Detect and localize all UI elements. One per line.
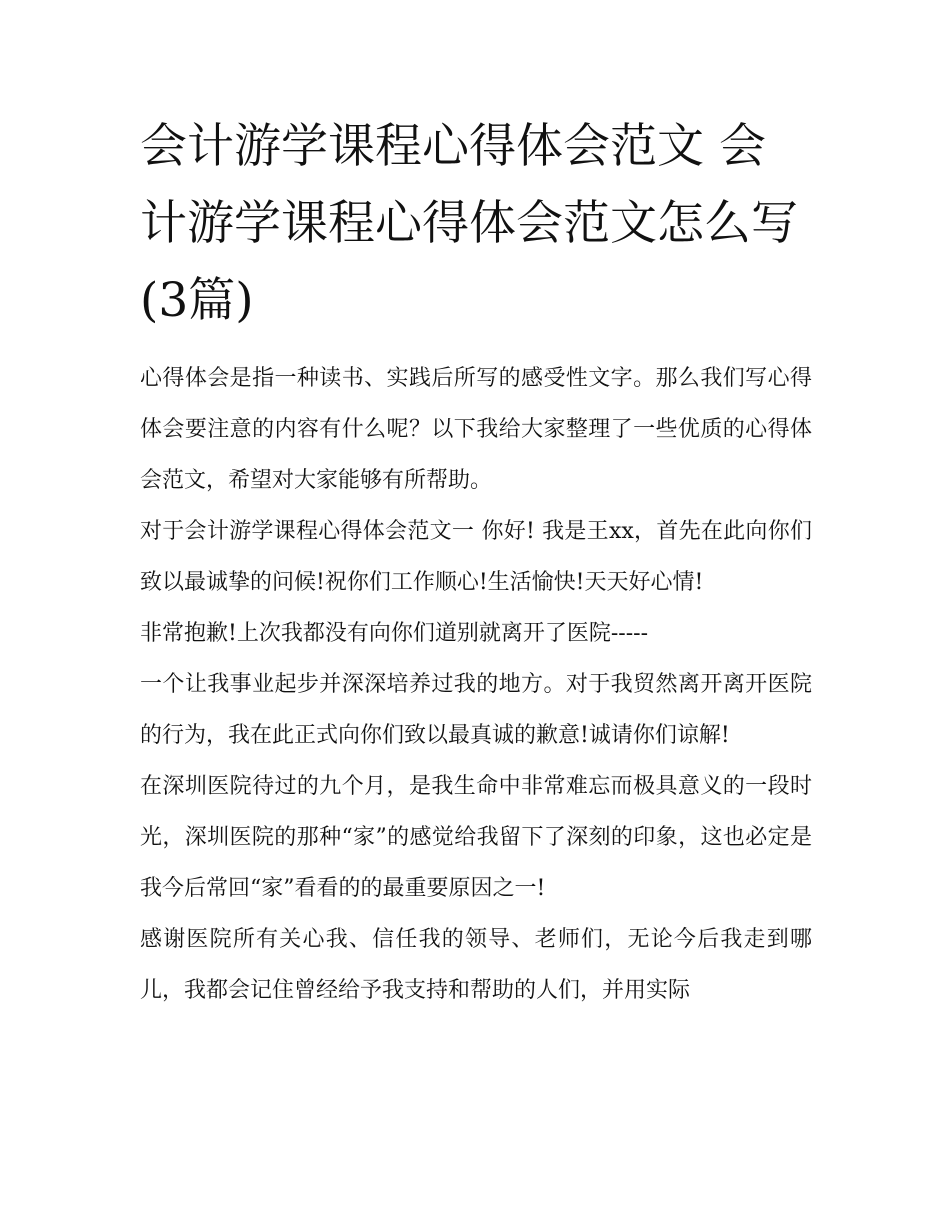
- paragraph-intro: 心得体会是指一种读书、实践后所写的感受性文字。那么我们写心得体会要注意的内容有什么呢？以下我给大家整理了一些优质的心得体会范文，希望对大家能够有所帮助。: [140, 366, 812, 493]
- paragraph-apology: 非常抱歉!上次我都没有向你们道别就离开了医院-----: [140, 621, 649, 646]
- paragraph-greeting: 对于会计游学课程心得体会范文一 你好! 我是王xx，首先在此向你们致以最诚挚的问候!祝你们工作顺心!生活愉快!天天好心情!: [140, 519, 812, 595]
- document-title: 会计游学课程心得体会范文 会计游学课程心得体会范文怎么写(3篇): [140, 119, 798, 328]
- document-content: [140, 108, 812, 1016]
- paragraph-place: 一个让我事业起步并深深培养过我的地方。对于我贸然离开离开医院的行为，我在此正式向你们致以最真诚的歉意!诚请你们谅解!: [140, 672, 812, 748]
- paragraph-thanks: 感谢医院所有关心我、信任我的领导、老师们，无论今后我走到哪儿，我都会记住曾经给予我支持和帮助的人们，并用实际: [140, 927, 812, 1003]
- paragraph-memory: 在深圳医院待过的九个月，是我生命中非常难忘而极具意义的一段时光，深圳医院的那种“家”的感觉给我留下了深刻的印象，这也必定是我今后常回“家”看看的的最重要原因之一!: [140, 774, 812, 901]
